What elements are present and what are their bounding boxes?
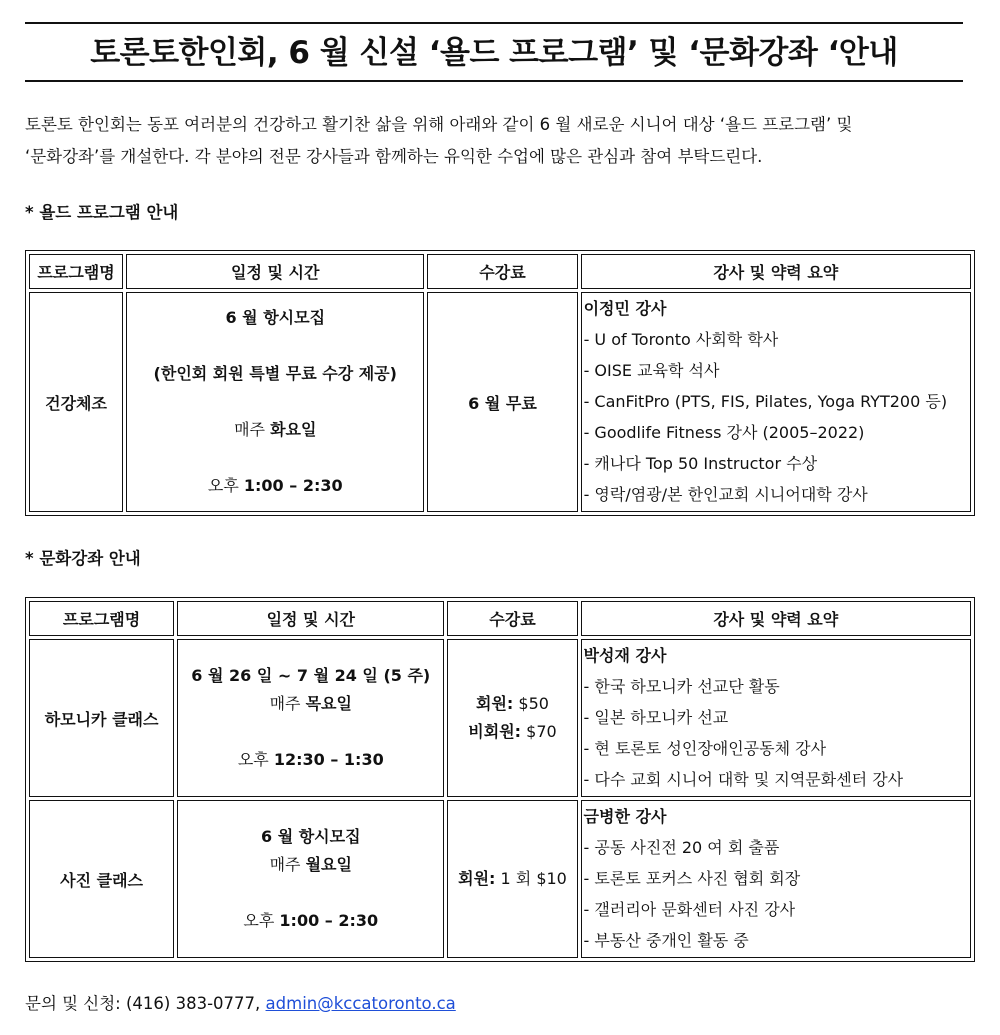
- fee-cell: [447, 800, 577, 958]
- schedule-line: 6 월 26 일 ~ 7 월 24 일 (5 주): [191, 666, 431, 685]
- instructor-cell: [581, 800, 971, 958]
- page-title: 토론토한인회, 6 월 신설 ‘욜드 프로그램’ 및 ‘문화강좌 ‘안내: [90, 35, 898, 71]
- fee-member: 회원: 1 회 $10: [458, 869, 567, 888]
- title-bottom-rule: [25, 80, 963, 82]
- schedule-line: 6 월 항시모집: [225, 308, 326, 327]
- bio-item: - 공동 사진전 20 여 회 출품: [583, 838, 780, 857]
- program-name: 하모니카 클래스: [29, 639, 174, 797]
- intro-line-2: ‘문화강좌’를 개설한다. 각 분야의 전문 강사들과 함께하는 유익한 수업에 많은 관심과 참여 부탁드린다.: [25, 147, 763, 166]
- header-fee: 수강료: [427, 254, 577, 289]
- schedule-cell: [177, 639, 444, 797]
- table-header-row: [29, 254, 971, 289]
- contact-email-link[interactable]: admin@kccatoronto.ca: [265, 994, 456, 1013]
- schedule-day: 매주 목요일: [269, 694, 352, 713]
- schedule-line: (한인회 회원 특별 무료 수강 제공): [153, 364, 397, 383]
- header-fee: 수강료: [447, 601, 577, 636]
- program-name: 건강체조: [29, 292, 123, 512]
- culture-section-heading: * 문화강좌 안내: [25, 549, 141, 568]
- schedule-time: 오후 1:00 – 2:30: [243, 911, 379, 930]
- bio-item: - U of Toronto 사회학 학사: [583, 330, 779, 349]
- contact-line: [25, 990, 456, 1014]
- schedule-day: 매주 월요일: [269, 855, 352, 874]
- bio-item: - 한국 하모니카 선교단 활동: [583, 677, 780, 696]
- instructor-name: 금병한 강사: [583, 807, 667, 826]
- intro-paragraph: [25, 109, 970, 173]
- bio-item: - 현 토론토 성인장애인공동체 강사: [583, 739, 827, 758]
- bio-item: - OISE 교육학 석사: [583, 361, 720, 380]
- table-row: [29, 639, 971, 797]
- bio-item: - 일본 하모니카 선교: [583, 708, 729, 727]
- table-row: [29, 800, 971, 958]
- yold-program-table: [25, 250, 975, 516]
- top-rule: [25, 22, 963, 24]
- bio-item: - Goodlife Fitness 강사 (2005–2022): [583, 423, 865, 442]
- header-instructor: 강사 및 약력 요약: [581, 254, 971, 289]
- bio-item: - 부동산 중개인 활동 중: [583, 931, 749, 950]
- fee-member: 회원: $50: [476, 694, 549, 713]
- bio-item: - 갤러리아 문화센터 사진 강사: [583, 900, 796, 919]
- fee-cell: 6 월 무료: [427, 292, 577, 512]
- instructor-name: 이정민 강사: [583, 299, 667, 318]
- header-schedule: 일정 및 시간: [126, 254, 424, 289]
- header-program-name: 프로그램명: [29, 254, 123, 289]
- instructor-name: 박성재 강사: [583, 646, 667, 665]
- bio-item: - 캐나다 Top 50 Instructor 수상: [583, 454, 818, 473]
- bio-item: - 토론토 포커스 사진 협회 회장: [583, 869, 801, 888]
- schedule-cell: [177, 800, 444, 958]
- yold-section-heading: * 욜드 프로그램 안내: [25, 203, 179, 222]
- contact-text: 문의 및 신청: (416) 383-0777,: [25, 994, 266, 1013]
- table-row: [29, 292, 971, 512]
- bio-item: - CanFitPro (PTS, FIS, Pilates, Yoga RYT200 등): [583, 392, 948, 411]
- schedule-day: 매주 화요일: [234, 420, 317, 439]
- schedule-time: 오후 12:30 – 1:30: [237, 750, 384, 769]
- table-header-row: [29, 601, 971, 636]
- fee-cell: [447, 639, 577, 797]
- fee-nonmember: 비회원: $70: [468, 722, 557, 741]
- header-schedule: 일정 및 시간: [177, 601, 444, 636]
- intro-line-1: 토론토 한인회는 동포 여러분의 건강하고 활기찬 삶을 위해 아래와 같이 6 월 새로운 시니어 대상 ‘욜드 프로그램’ 및: [25, 115, 853, 134]
- schedule-cell: [126, 292, 424, 512]
- bio-item: - 영락/염광/본 한인교회 시니어대학 강사: [583, 485, 868, 504]
- bio-item: - 다수 교회 시니어 대학 및 지역문화센터 강사: [583, 770, 904, 789]
- schedule-line: 6 월 항시모집: [261, 827, 361, 846]
- instructor-cell: [581, 639, 971, 797]
- header-program-name: 프로그램명: [29, 601, 174, 636]
- culture-program-table: [25, 597, 975, 962]
- header-instructor: 강사 및 약력 요약: [581, 601, 971, 636]
- program-name: 사진 클래스: [29, 800, 174, 958]
- schedule-time: 오후 1:00 – 2:30: [207, 476, 343, 495]
- instructor-cell: [581, 292, 971, 512]
